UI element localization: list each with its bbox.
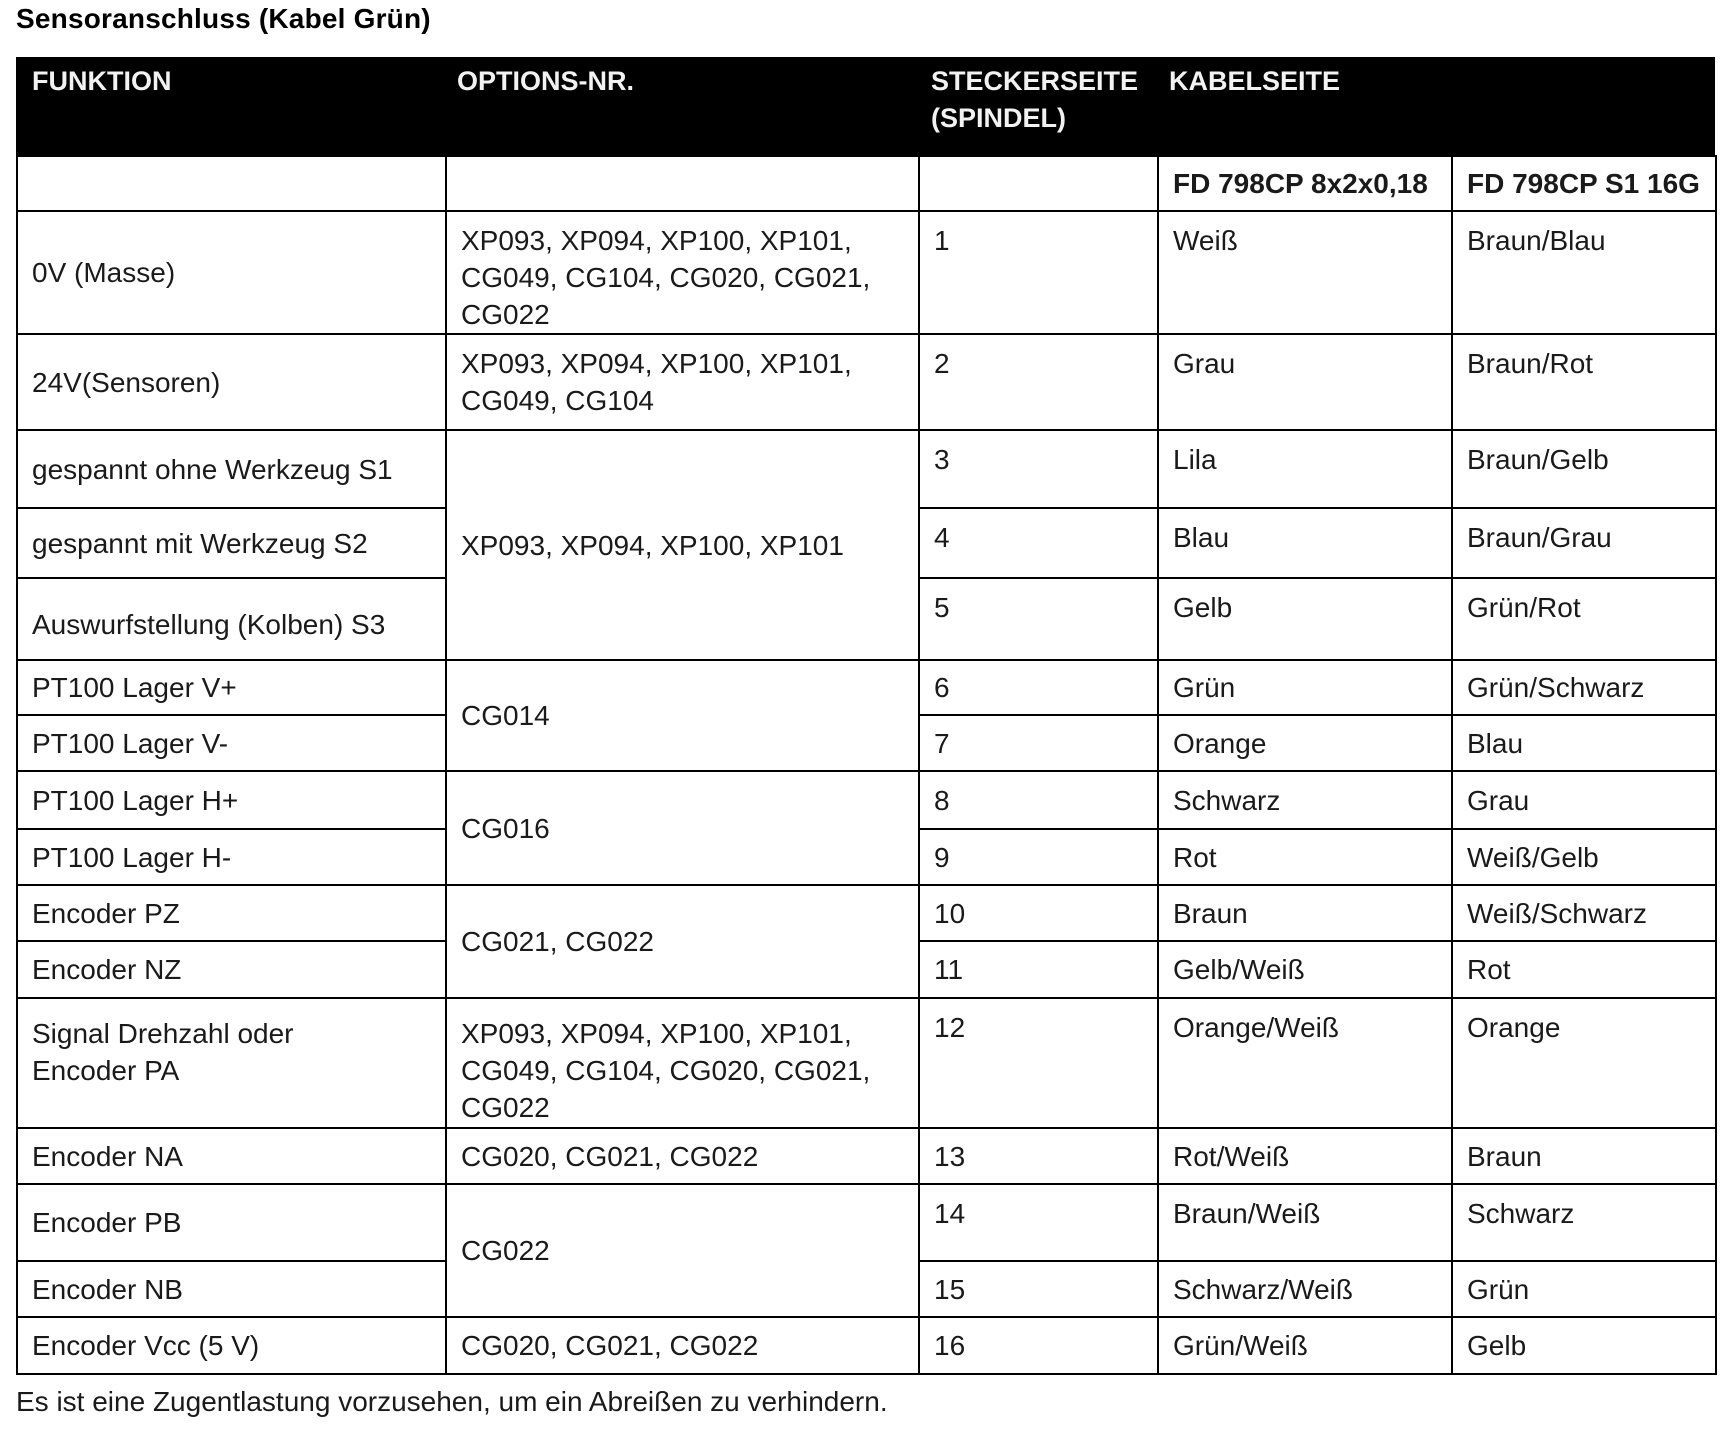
cell-cable-a: Rot/Weiß [1158, 1128, 1452, 1184]
cell-cable-b: Rot [1452, 941, 1716, 998]
cell-cable-a: Orange [1158, 715, 1452, 771]
cell-cable-a: Weiß [1158, 211, 1452, 334]
subheader-empty-cell [919, 156, 1158, 211]
cell-cable-a: Braun/Weiß [1158, 1184, 1452, 1261]
cell-pin: 8 [919, 771, 1158, 829]
table-row [17, 771, 1716, 829]
cell-pin: 14 [919, 1184, 1158, 1261]
subheader-empty-cell [446, 156, 919, 211]
cell-cable-b: Schwarz [1452, 1184, 1716, 1261]
cell-cable-b: Braun [1452, 1128, 1716, 1184]
footer-note: Es ist eine Zugentlastung vorzusehen, um ein Abreißen zu verhindern. [16, 1386, 888, 1417]
cell-pin: 13 [919, 1128, 1158, 1184]
cell-funktion: gespannt mit Werkzeug S2 [17, 508, 446, 578]
cell-pin: 10 [919, 885, 1158, 941]
cell-cable-b: Braun/Blau [1452, 211, 1716, 334]
table-row [17, 1184, 1716, 1261]
cell-cable-b: Braun/Rot [1452, 334, 1716, 430]
cell-options: CG021, CG022 [446, 885, 919, 998]
cell-options [446, 211, 919, 334]
cell-cable-a: Schwarz/Weiß [1158, 1261, 1452, 1317]
cell-pin: 11 [919, 941, 1158, 998]
column-header-kabelseite: KABELSEITE [1169, 66, 1341, 96]
cell-funktion: Encoder NB [17, 1261, 446, 1317]
cell-options [446, 334, 919, 430]
options-line: CG049, CG104 [461, 385, 654, 416]
column-header-steckerseite-line1: STECKERSEITE [931, 66, 1139, 96]
column-header-funktion: FUNKTION [32, 66, 172, 96]
cell-options: CG020, CG021, CG022 [446, 1128, 919, 1184]
cell-cable-a: Gelb [1158, 578, 1452, 660]
table-row [17, 1128, 1716, 1184]
options-line: XP093, XP094, XP100, XP101, [461, 348, 852, 379]
cell-funktion: 0V (Masse) [17, 211, 446, 334]
cell-funktion: Auswurfstellung (Kolben) S3 [17, 578, 446, 660]
cell-funktion: gespannt ohne Werkzeug S1 [17, 430, 446, 508]
options-line: XP093, XP094, XP100, XP101, [461, 1018, 852, 1049]
cell-cable-a: Grün [1158, 660, 1452, 715]
table-header [16, 57, 1715, 155]
table-row [17, 1317, 1716, 1374]
cell-cable-b: Grün [1452, 1261, 1716, 1317]
options-line: CG022 [461, 299, 550, 330]
cell-funktion: PT100 Lager H- [17, 829, 446, 885]
options-line: CG049, CG104, CG020, CG021, [461, 262, 871, 293]
cell-cable-a: Orange/Weiß [1158, 998, 1452, 1128]
options-line: XP093, XP094, XP100, XP101, [461, 225, 852, 256]
cell-cable-b: Grün/Schwarz [1452, 660, 1716, 715]
funktion-line: Signal Drehzahl oder [32, 1018, 294, 1049]
cell-options [446, 998, 919, 1128]
cell-cable-b: Orange [1452, 998, 1716, 1128]
cell-pin: 2 [919, 334, 1158, 430]
cell-cable-a: Braun [1158, 885, 1452, 941]
table-row [17, 660, 1716, 715]
cell-pin: 4 [919, 508, 1158, 578]
cell-funktion: Encoder Vcc (5 V) [17, 1317, 446, 1374]
table-row [17, 334, 1716, 430]
cell-cable-b: Braun/Gelb [1452, 430, 1716, 508]
cell-pin: 12 [919, 998, 1158, 1128]
table-row [17, 885, 1716, 941]
cell-pin: 9 [919, 829, 1158, 885]
cell-funktion [17, 998, 446, 1128]
cell-funktion: Encoder NZ [17, 941, 446, 998]
cell-options: CG022 [446, 1184, 919, 1317]
cell-options: XP093, XP094, XP100, XP101 [446, 430, 919, 660]
cell-cable-a: Grau [1158, 334, 1452, 430]
cell-funktion: PT100 Lager H+ [17, 771, 446, 829]
cell-pin: 16 [919, 1317, 1158, 1374]
table-row [17, 998, 1716, 1128]
cell-options: CG020, CG021, CG022 [446, 1317, 919, 1374]
table-row [17, 211, 1716, 334]
subheader-cable-a: FD 798CP 8x2x0,18 [1158, 156, 1452, 211]
options-line: CG049, CG104, CG020, CG021, [461, 1055, 871, 1086]
cell-funktion: PT100 Lager V+ [17, 660, 446, 715]
cell-pin: 15 [919, 1261, 1158, 1317]
funktion-line: Encoder PA [32, 1055, 180, 1086]
table-row [17, 430, 1716, 508]
cell-funktion: Encoder NA [17, 1128, 446, 1184]
cell-cable-a: Rot [1158, 829, 1452, 885]
column-header-steckerseite-line2: (SPINDEL) [931, 103, 1066, 133]
cell-pin: 1 [919, 211, 1158, 334]
subheader-cable-b: FD 798CP S1 16G [1452, 156, 1716, 211]
cell-cable-a: Grün/Weiß [1158, 1317, 1452, 1374]
cell-cable-b: Grau [1452, 771, 1716, 829]
cell-cable-b: Gelb [1452, 1317, 1716, 1374]
sensor-connection-table [16, 155, 1717, 1375]
cell-funktion: Encoder PB [17, 1184, 446, 1261]
cell-cable-b: Grün/Rot [1452, 578, 1716, 660]
cell-cable-a: Schwarz [1158, 771, 1452, 829]
cell-cable-b: Braun/Grau [1452, 508, 1716, 578]
cell-pin: 7 [919, 715, 1158, 771]
cell-pin: 5 [919, 578, 1158, 660]
cell-pin: 3 [919, 430, 1158, 508]
cell-options: CG014 [446, 660, 919, 771]
subheader-empty-cell [17, 156, 446, 211]
cell-options: CG016 [446, 771, 919, 885]
cell-cable-b: Weiß/Schwarz [1452, 885, 1716, 941]
column-header-steckerseite [931, 63, 1138, 137]
cell-cable-a: Gelb/Weiß [1158, 941, 1452, 998]
cell-cable-b: Blau [1452, 715, 1716, 771]
subheader-row [17, 156, 1716, 211]
section-title: Sensoranschluss (Kabel Grün) [16, 3, 431, 34]
options-line: CG022 [461, 1092, 550, 1123]
cell-funktion: Encoder PZ [17, 885, 446, 941]
cell-cable-a: Lila [1158, 430, 1452, 508]
cell-funktion: PT100 Lager V- [17, 715, 446, 771]
cell-cable-b: Weiß/Gelb [1452, 829, 1716, 885]
cell-pin: 6 [919, 660, 1158, 715]
cell-funktion: 24V(Sensoren) [17, 334, 446, 430]
cell-cable-a: Blau [1158, 508, 1452, 578]
column-header-options-nr: OPTIONS-NR. [457, 66, 635, 96]
